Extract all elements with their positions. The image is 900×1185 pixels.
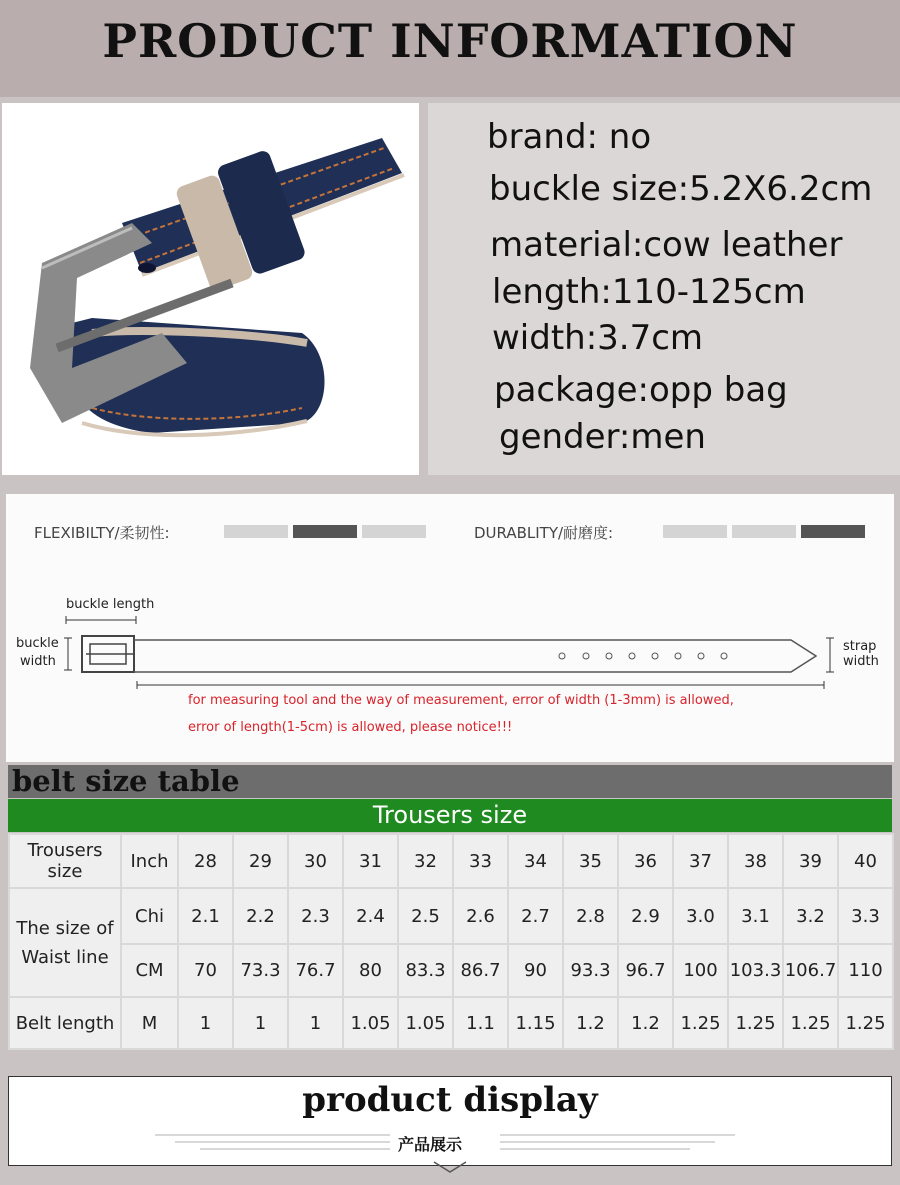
table-cell: 73.3	[233, 944, 288, 997]
product-display-title: product display	[302, 1080, 598, 1120]
inch-label-cell: Inch	[121, 834, 178, 888]
table-cell: 76.7	[288, 944, 343, 997]
table-cell: 83.3	[398, 944, 453, 997]
flexibility-label: FLEXIBILTY/柔韧性:	[34, 524, 170, 542]
spec-brand: brand: no	[487, 117, 652, 157]
product-display-subtitle: 产品展示	[398, 1135, 463, 1154]
table-cell: 38	[728, 834, 783, 888]
faint-text-line	[175, 1141, 390, 1143]
belt-length-cell: Belt length	[9, 997, 121, 1049]
table-cell: 29	[233, 834, 288, 888]
table-cell: 1.25	[673, 997, 728, 1049]
table-row	[9, 997, 893, 1049]
table-row	[9, 834, 893, 888]
page-title: PRODUCT INFORMATION	[102, 14, 798, 68]
table-cell: 31	[343, 834, 398, 888]
table-cell: 2.6	[453, 888, 508, 944]
table-cell: 40	[838, 834, 893, 888]
table-cell: 28	[178, 834, 233, 888]
chi-label-cell: Chi	[121, 888, 178, 944]
strap-width-label-2: width	[843, 654, 879, 669]
durability-label: DURABLITY/耐磨度:	[474, 524, 614, 542]
trousers-size-cell: Trousers size	[9, 834, 121, 888]
table-cell: 39	[783, 834, 838, 888]
table-cell: 86.7	[453, 944, 508, 997]
cm-label-cell: CM	[121, 944, 178, 997]
belt-photo	[2, 103, 419, 475]
buckle-length-label: buckle length	[66, 597, 155, 612]
table-cell: 96.7	[618, 944, 673, 997]
table-cell: 90	[508, 944, 563, 997]
m-label-cell: M	[121, 997, 178, 1049]
table-cell: 1.15	[508, 997, 563, 1049]
spec-width: width:3.7cm	[492, 318, 704, 358]
table-cell: 1	[233, 997, 288, 1049]
table-cell: 1	[288, 997, 343, 1049]
measurement-panel	[6, 494, 894, 762]
table-cell: 1.25	[783, 997, 838, 1049]
trousers-size-title: Trousers size	[372, 801, 528, 829]
table-cell: 80	[343, 944, 398, 997]
table-cell: 110	[838, 944, 893, 997]
table-cell: 36	[618, 834, 673, 888]
waist-label-2: Waist line	[21, 946, 109, 968]
measure-note-2: error of length(1-5cm) is allowed, please notice!!!	[188, 720, 513, 735]
faint-text-line	[500, 1148, 690, 1150]
buckle-width-label-2: width	[20, 654, 56, 669]
chevron-down-icon	[432, 1160, 468, 1174]
table-cell: 70	[178, 944, 233, 997]
size-table	[8, 833, 894, 1050]
table-cell: 3.3	[838, 888, 893, 944]
size-table-title: belt size table	[12, 764, 240, 798]
table-cell: 1.05	[398, 997, 453, 1049]
spec-package: package:opp bag	[494, 370, 788, 410]
table-cell: 37	[673, 834, 728, 888]
table-cell: 1.1	[453, 997, 508, 1049]
buckle-width-label-1: buckle	[16, 636, 59, 651]
table-cell: 2.2	[233, 888, 288, 944]
table-cell: 93.3	[563, 944, 618, 997]
table-cell: 106.7	[783, 944, 838, 997]
faint-text-line	[200, 1148, 390, 1150]
table-cell: 32	[398, 834, 453, 888]
strap-width-label-1: strap	[843, 639, 877, 654]
table-cell: 34	[508, 834, 563, 888]
table-row	[9, 888, 893, 944]
table-cell: 30	[288, 834, 343, 888]
faint-text-line	[500, 1141, 715, 1143]
spec-length: length:110-125cm	[492, 272, 806, 312]
waist-line-cell	[9, 888, 121, 997]
table-cell: 3.0	[673, 888, 728, 944]
measure-note-1: for measuring tool and the way of measurement, error of width (1-3mm) is allowed,	[188, 693, 734, 708]
table-cell: 2.7	[508, 888, 563, 944]
table-cell: 1.25	[838, 997, 893, 1049]
faint-text-line	[155, 1134, 390, 1136]
table-cell: 103.3	[728, 944, 783, 997]
table-cell: 2.3	[288, 888, 343, 944]
table-cell: 3.1	[728, 888, 783, 944]
table-cell: 1.2	[618, 997, 673, 1049]
table-cell: 2.8	[563, 888, 618, 944]
table-cell: 1.25	[728, 997, 783, 1049]
table-cell: 2.4	[343, 888, 398, 944]
table-cell: 1	[178, 997, 233, 1049]
spec-panel	[428, 103, 900, 475]
table-row	[9, 944, 893, 997]
spec-material: material:cow leather	[490, 225, 843, 265]
table-cell: 2.9	[618, 888, 673, 944]
spec-buckle-size: buckle size:5.2X6.2cm	[489, 169, 873, 209]
product-photo	[2, 103, 419, 475]
table-cell: 3.2	[783, 888, 838, 944]
table-cell: 100	[673, 944, 728, 997]
table-cell: 2.1	[178, 888, 233, 944]
table-cell: 2.5	[398, 888, 453, 944]
table-cell: 33	[453, 834, 508, 888]
table-cell: 35	[563, 834, 618, 888]
faint-text-line	[500, 1134, 735, 1136]
table-cell: 1.05	[343, 997, 398, 1049]
spec-gender: gender:men	[499, 417, 706, 457]
table-cell: 1.2	[563, 997, 618, 1049]
waist-label-1: The size of	[16, 917, 114, 939]
